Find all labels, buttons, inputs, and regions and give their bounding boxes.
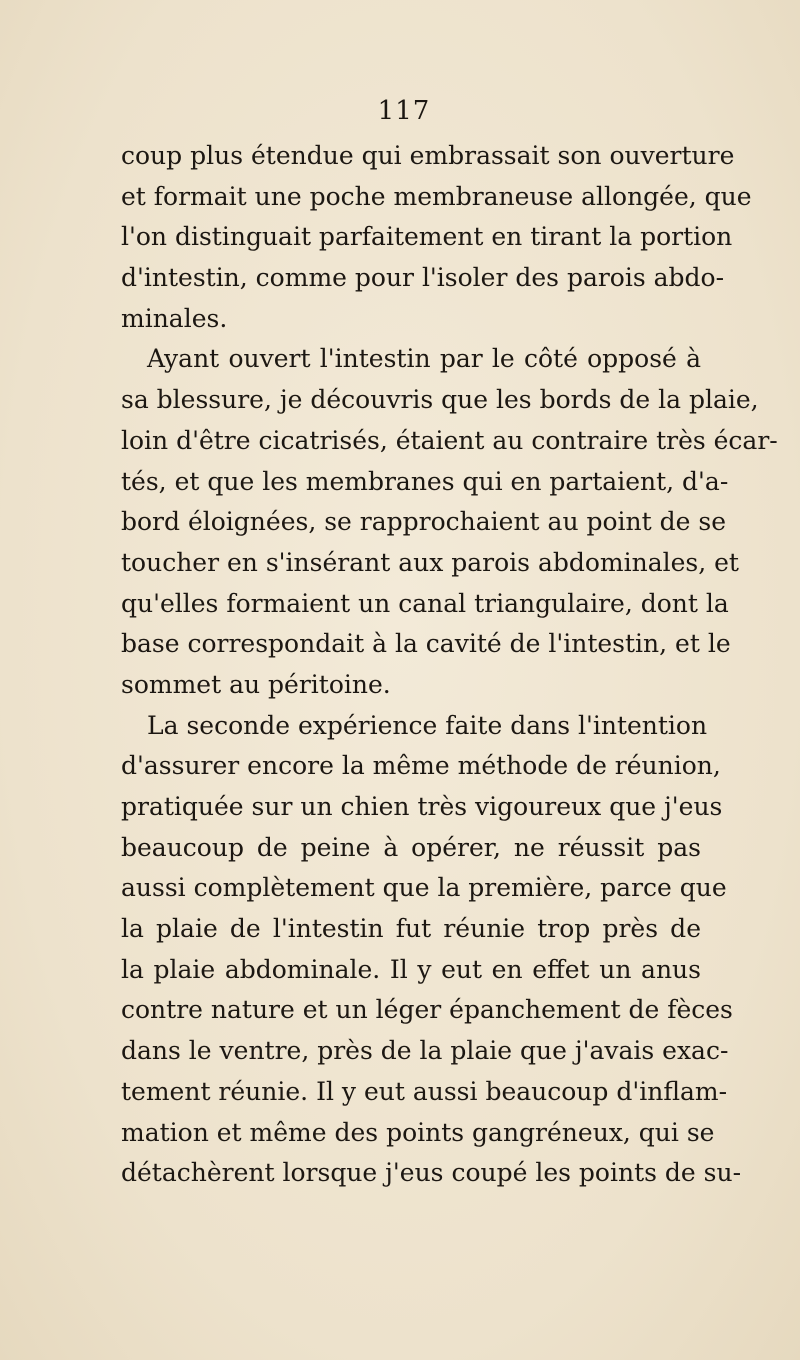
text-line: aussi complètement que la première, parce que	[121, 873, 727, 903]
text-line: tement réunie. Il y eut aussi beaucoup d'inflam-	[121, 1076, 728, 1106]
paragraph-start-line: Ayant ouvert l'intestin par le côté opposé à	[147, 344, 701, 374]
text-line: sommet au péritoine.	[121, 669, 391, 699]
text-line: la plaie de l'intestin fut réunie trop près de	[121, 914, 701, 944]
text-line: d'assurer encore la même méthode de réunion,	[121, 751, 721, 781]
text-line: qu'elles formaient un canal triangulaire, dont la	[121, 588, 729, 618]
text-line: dans le ventre, près de la plaie que j'avais exac-	[121, 1036, 729, 1066]
text-line: mation et même des points gangréneux, qui se	[121, 1117, 715, 1147]
text-line: loin d'être cicatrisés, étaient au contraire très écar-	[121, 425, 778, 455]
text-line: beaucoup de peine à opérer, ne réussit pas	[121, 832, 701, 862]
text-line: minales.	[121, 303, 228, 333]
text-line: toucher en s'insérant aux parois abdominales, et	[121, 547, 739, 577]
text-line: contre nature et un léger épanchement de fèces	[121, 995, 733, 1025]
body-text	[121, 136, 778, 1194]
text-line: l'on distinguait parfaitement en tirant la portion	[121, 222, 733, 252]
text-line: d'intestin, comme pour l'isoler des parois abdo-	[121, 263, 725, 293]
text-line: détachèrent lorsque j'eus coupé les points de su-	[121, 1158, 742, 1188]
text-line: coup plus étendue qui embrassait son ouverture	[121, 141, 735, 170]
text-line: bord éloignées, se rapprochaient au point de se	[121, 507, 727, 537]
paragraph-start-line: La seconde expérience faite dans l'intention	[147, 710, 708, 740]
text-line: et formait une poche membraneuse allongée, que	[121, 181, 752, 211]
text-line: tés, et que les membranes qui en partaient, d'a-	[121, 466, 729, 496]
text-line: sa blessure, je découvris que les bords de la plaie,	[121, 385, 759, 415]
text-line: pratiquée sur un chien très vigoureux que j'eus	[121, 792, 723, 821]
text-line: la plaie abdominale. Il y eut en effet un anus	[121, 954, 701, 984]
page-number: 117	[377, 96, 431, 126]
text-line: base correspondait à la cavité de l'intestin, et le	[121, 629, 731, 659]
